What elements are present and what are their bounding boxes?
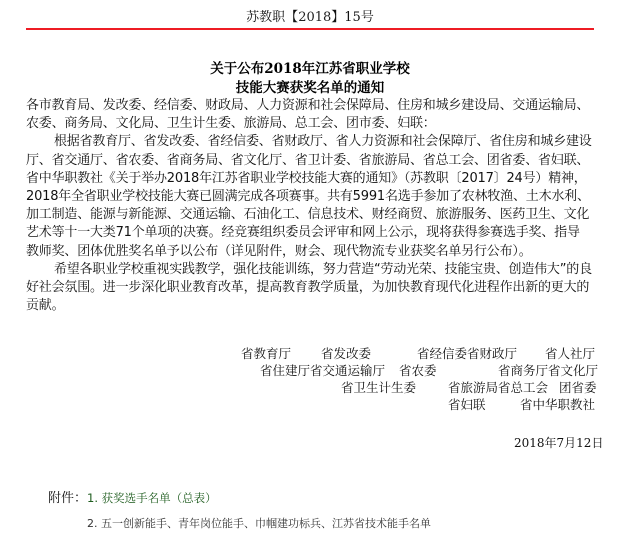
signatories-block bbox=[200, 345, 599, 413]
signatory: 省妇联 bbox=[448, 397, 486, 412]
attachments-row-1 bbox=[48, 487, 217, 506]
signatory-row-4 bbox=[200, 396, 596, 413]
signatory: 省中华职教社 bbox=[520, 397, 596, 412]
signatory: 省教育厅 bbox=[241, 346, 292, 361]
signatory: 省旅游局省总工会 bbox=[448, 380, 549, 395]
paragraph-2: 希望各职业学校重视实践教学，强化技能训练，努力营造“劳动光荣、技能宝贵、创造伟大”的良好社会氛围。进一步深化职业教育改革，提高教育教学质量，为加快教育现代化进程作出新的更大的贡献。 bbox=[26, 261, 592, 314]
signatory: 省住建厅省交通运输厅 bbox=[260, 363, 386, 378]
document-body bbox=[26, 97, 592, 315]
signatory: 省农委 bbox=[399, 363, 437, 378]
signatory: 省发改委 bbox=[321, 346, 372, 361]
doc-number-year: 2018 bbox=[298, 10, 332, 25]
attachments-row-2 bbox=[87, 515, 431, 531]
addressees: 各市教育局、发改委、经信委、财政局、人力资源和社会保障局、住房和城乡建设局、交通运输局、农委、商务局、文化局、卫生计生委、旅游局、总工会、团市委、妇联： bbox=[26, 98, 590, 132]
title-line-1: 关于公布2018年江苏省职业学校 bbox=[210, 61, 410, 77]
signatory: 省商务厅省文化厅 bbox=[498, 363, 599, 378]
attachments-label: 附件： bbox=[48, 491, 88, 506]
red-header-rule bbox=[26, 28, 594, 30]
signatory: 省卫生计生委 bbox=[341, 380, 417, 395]
title-line-2: 技能大赛获奖名单的通知 bbox=[235, 80, 385, 96]
attachment-link-skill-experts[interactable]: 2. 五一创新能手、青年岗位能手、巾帼建功标兵、江苏省技术能手名单 bbox=[87, 517, 431, 530]
doc-number-prefix: 苏教职【 bbox=[246, 10, 299, 25]
signatory: 省经信委省财政厅 bbox=[417, 346, 518, 361]
paragraph-1: 根据省教育厅、省发改委、省经信委、省财政厅、省人力资源和社会保障厅、省住房和城乡建设厅、省交通厅、省农委、省商务局、省文化厅、省卫计委、省旅游局、省总工会、团省委、省妇联、省中华职教社《关于举办2018年江苏省职业学校技能大赛的通知》（苏教职〔2017〕24号）精神，2018年全省职业学校技能大赛已圆满完成各项赛事。共有5991名选手参加了农林牧渔、土木水利、加工制造、能源与新能源、交通运输、石油化工、信息技术、财经商贸、旅游服务、医药卫生、文化艺术等十一大类71个单项的决赛。经竞赛组织委员会评审和网上公示，现将获得参赛选手奖、指导教师奖、团体优胜奖名单予以公布（详见附件，财会、现代物流专业获奖名单另行公布）。 bbox=[26, 134, 592, 259]
attachment-link-award-winners[interactable]: 1. 获奖选手名单（总表） bbox=[87, 491, 217, 505]
signatory: 省人社厅 bbox=[545, 346, 596, 361]
document-title bbox=[0, 60, 620, 98]
signatory: 团省委 bbox=[559, 380, 597, 395]
document-number bbox=[0, 6, 620, 25]
issue-date: 2018年7月12日 bbox=[514, 436, 604, 450]
signatory-row-1 bbox=[200, 345, 596, 362]
doc-number-suffix: 】15号 bbox=[331, 10, 374, 25]
signatory-row-3 bbox=[200, 379, 596, 396]
signatory-row-2 bbox=[200, 362, 599, 379]
